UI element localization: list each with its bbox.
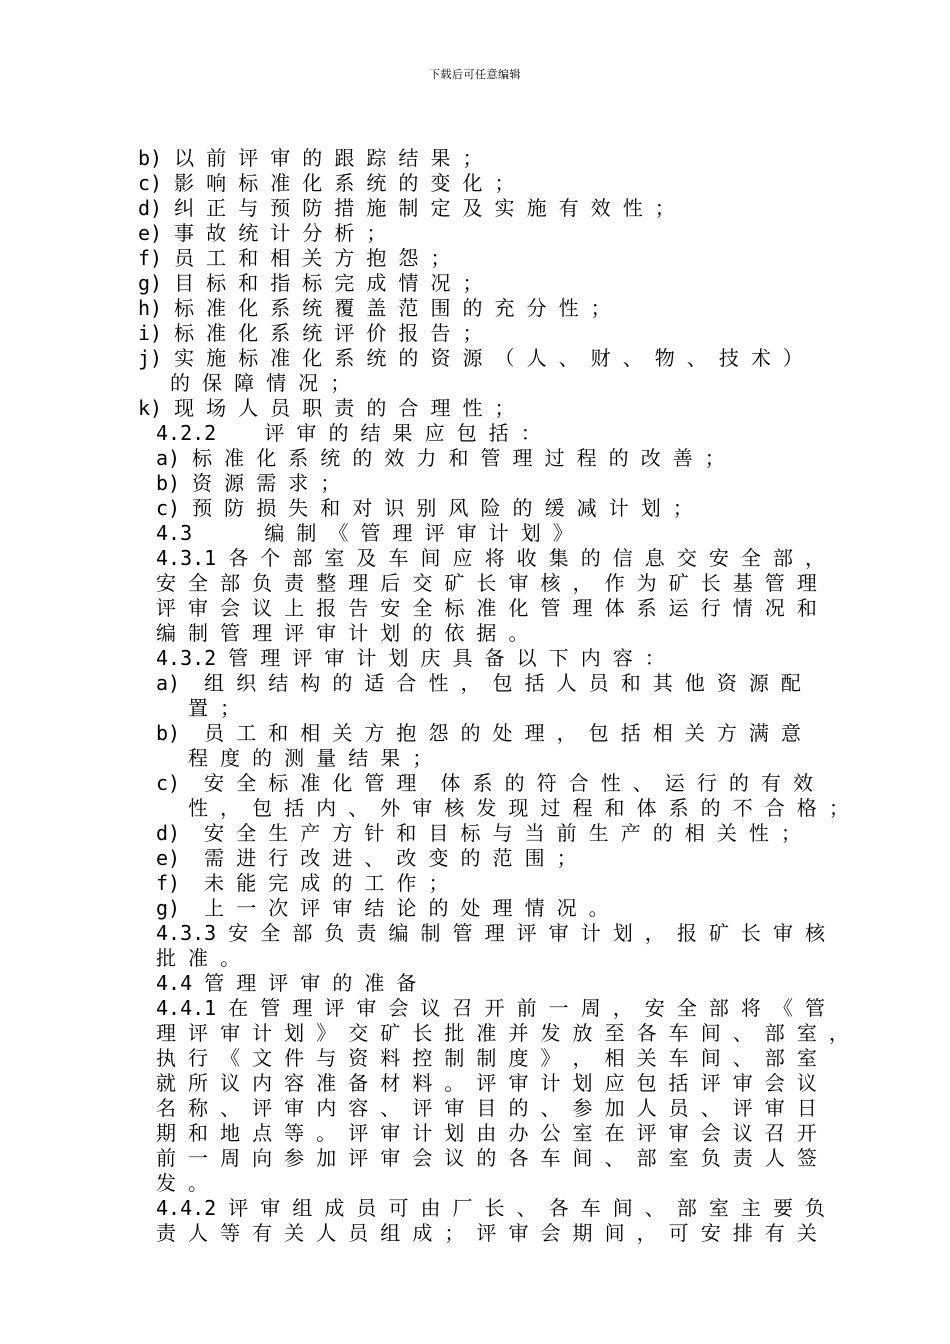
plan-item-f: f) 未 能 完 成 的 工 作 ； [156,871,449,895]
paragraph-4-3-1-line-2: 安 全 部 负 责 整 理 后 交 矿 长 审 核 ， 作 为 矿 长 基 管 理 [156,571,817,595]
paragraph-4-4-1-line-8: 发 。 [156,1171,209,1195]
plan-item-a-continued: 置 ； [188,696,241,720]
list-item-c: c) 影 响 标 准 化 系 统 的 变 化 ； [138,171,515,195]
page-header: 下载后可任意编辑 [429,68,521,81]
list-item-e: e) 事 故 统 计 分 析 ； [138,221,387,245]
paragraph-4-3-1-line-1: 4.3.1 各 个 部 室 及 车 间 应 将 收 集 的 信 息 交 安 全 部 ， [156,546,825,570]
paragraph-4-3-1-line-4: 编 制 管 理 评 审 计 划 的 依 据 。 [156,621,529,645]
result-item-c: c) 预 防 损 失 和 对 识 别 风 险 的 缓 减 计 划 ； [156,496,693,520]
paragraph-4-4-2-line-1: 4.4.2 评 审 组 成 员 可 由 厂 长 、 各 车 间 、 部 室 主 要 负 [156,1196,825,1220]
list-item-j: j) 实 施 标 准 化 系 统 的 资 源 （ 人 、 财 、 物 、 技 术 ） [138,346,803,370]
section-4-4-heading: 4.4 管 理 评 审 的 准 备 [156,971,417,995]
plan-item-a: a) 组 织 结 构 的 适 合 性 ， 包 括 人 员 和 其 他 资 源 配 [156,671,801,695]
plan-item-b: b) 员 工 和 相 关 方 抱 怨 的 处 理 ， 包 括 相 关 方 满 意 [156,721,801,745]
paragraph-4-4-1-line-3: 执 行 《 文 件 与 资 料 控 制 制 度 》 ， 相 关 车 间 、 部 室 [156,1046,817,1070]
paragraph-4-4-1-line-5: 名 称 、 评 审 内 容 、 评 审 目 的 、 参 加 人 员 、 评 审 日 [156,1096,817,1120]
list-item-i: i) 标 准 化 系 统 评 价 报 告 ； [138,321,483,345]
plan-item-c: c) 安 全 标 准 化 管 理 体 系 的 符 合 性 、 运 行 的 有 效 [156,771,813,795]
result-item-a: a) 标 准 化 系 统 的 效 力 和 管 理 过 程 的 改 善 ； [156,446,725,470]
list-item-h: h) 标 准 化 系 统 覆 盖 范 围 的 充 分 性 ； [138,296,611,320]
plan-item-e: e) 需 进 行 改 进 、 改 变 的 范 围 ； [156,846,577,870]
paragraph-4-3-3-line-2: 批 准 。 [156,946,241,970]
list-item-b: b) 以 前 评 审 的 跟 踪 结 果 ； [138,146,483,170]
list-item-g: g) 目 标 和 指 标 完 成 情 况 ； [138,271,483,295]
list-item-k: k) 现 场 人 员 职 责 的 合 理 性 ； [138,396,515,420]
section-4-3-2-heading: 4.3.2 管 理 评 审 计 划 庆 具 备 以 下 内 容 ： [156,646,665,670]
plan-item-g: g) 上 一 次 评 审 结 论 的 处 理 情 况 。 [156,896,609,920]
paragraph-4-3-1-line-3: 评 审 会 议 上 报 告 安 全 标 准 化 管 理 体 系 运 行 情 况 和 [156,596,817,620]
list-item-f: f) 员 工 和 相 关 方 抱 怨 ； [138,246,451,270]
paragraph-4-4-1-line-2: 理 评 审 计 划 》 交 矿 长 批 准 并 发 放 至 各 车 间 、 部 室 ， [156,1021,849,1045]
paragraph-4-4-1-line-1: 4.4.1 在 管 理 评 审 会 议 召 开 前 一 周 ， 安 全 部 将 《 管 [156,996,825,1020]
paragraph-4-4-1-line-7: 前 一 周 向 参 加 评 审 会 议 的 各 车 间 、 部 室 负 责 人 签 [156,1146,817,1170]
paragraph-4-4-1-line-4: 就 所 议 内 容 准 备 材 料 。 评 审 计 划 应 包 括 评 审 会 议 [156,1071,817,1095]
plan-item-b-continued: 程 度 的 测 量 结 果 ； [188,746,433,770]
plan-item-d: d) 安 全 生 产 方 针 和 目 标 与 当 前 生 产 的 相 关 性 ； [156,821,801,845]
paragraph-4-4-1-line-6: 期 和 地 点 等 。 评 审 计 划 由 办 公 室 在 评 审 会 议 召 开 [156,1121,817,1145]
plan-item-c-continued: 性 ， 包 括 内 、 外 审 核 发 现 过 程 和 体 系 的 不 合 格 ； [188,796,849,820]
list-item-d: d) 纠 正 与 预 防 措 施 制 定 及 实 施 有 效 性 ； [138,196,675,220]
section-4-3-heading: 4.3 编 制 《 管 理 评 审 计 划 》 [156,521,573,545]
paragraph-4-3-3-line-1: 4.3.3 安 全 部 负 责 编 制 管 理 评 审 计 划 ， 报 矿 长 审 核 [156,921,825,945]
result-item-b: b) 资 源 需 求 ； [156,471,341,495]
paragraph-4-4-2-line-2: 责 人 等 有 关 人 员 组 成 ； 评 审 会 期 间 ， 可 安 排 有 关 [156,1221,817,1245]
section-4-2-2-heading: 4.2.2 评 审 的 结 果 应 包 括 ： [156,421,541,445]
list-item-j-continued: 的 保 障 情 况 ； [170,371,351,395]
